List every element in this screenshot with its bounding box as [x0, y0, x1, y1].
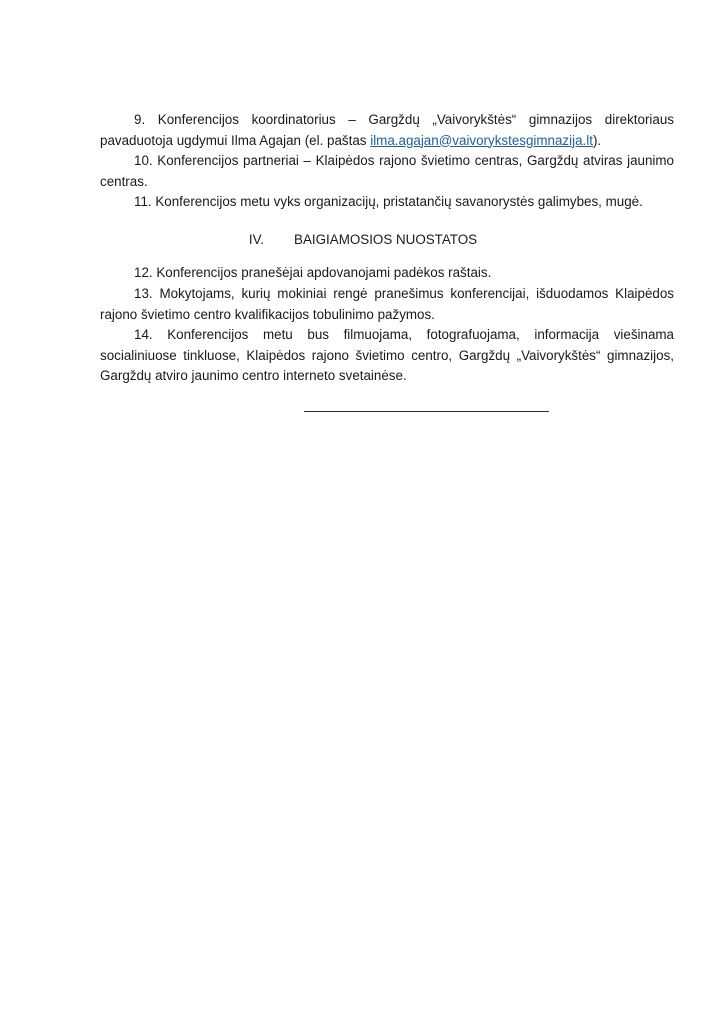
email-link[interactable]: ilma.agajan@vaivorykstesgimnazija.lt [370, 132, 593, 148]
paragraph-10 [100, 151, 674, 192]
paragraph-14-text: 14. Konferencijos metu bus filmuojama, fotografuojama, informacija viešinama socialiniuose tinkluose, Klaipėdos rajono švietimo centro, Gargždų „Vaivorykštės“ gimnazijos, Gargždų atviro jaunimo centro interneto svetainėse. [100, 327, 674, 383]
paragraph-9-end: ). [592, 132, 602, 148]
paragraph-9-text: 9. Konferencijos koordinatorius – Gargždų „Vaivorykštės“ gimnazijos direktoriaus pavaduotoja ugdymui Ilma Agajan (el. paštas [100, 112, 674, 148]
paragraph-14 [100, 325, 674, 387]
paragraph-11 [100, 192, 674, 213]
paragraph-12-text: 12. Konferencijos pranešėjai apdovanojami padėkos raštais. [134, 265, 492, 280]
section-title: BAIGIAMOSIOS NUOSTATOS [294, 232, 478, 247]
end-divider-line [304, 411, 549, 412]
paragraph-10-text: 10. Konferencijos partneriai – Klaipėdos rajono švietimo centras, Gargždų atviras jaunimo centras. [100, 153, 674, 189]
section-heading [0, 230, 726, 250]
section-number: IV. [248, 232, 265, 247]
paragraph-13-text: 13. Mokytojams, kurių mokiniai rengė pranešimus konferencijai, išduodamos Klaipėdos rajono švietimo centro kvalifikacijos tobulinimo pažymos. [100, 286, 674, 322]
paragraph-13 [100, 284, 674, 325]
paragraph-9 [100, 110, 674, 151]
paragraph-11-text: 11. Konferencijos metu vyks organizacijų, pristatančių savanorystės galimybes, mugė. [134, 194, 643, 209]
paragraph-12 [100, 263, 674, 284]
